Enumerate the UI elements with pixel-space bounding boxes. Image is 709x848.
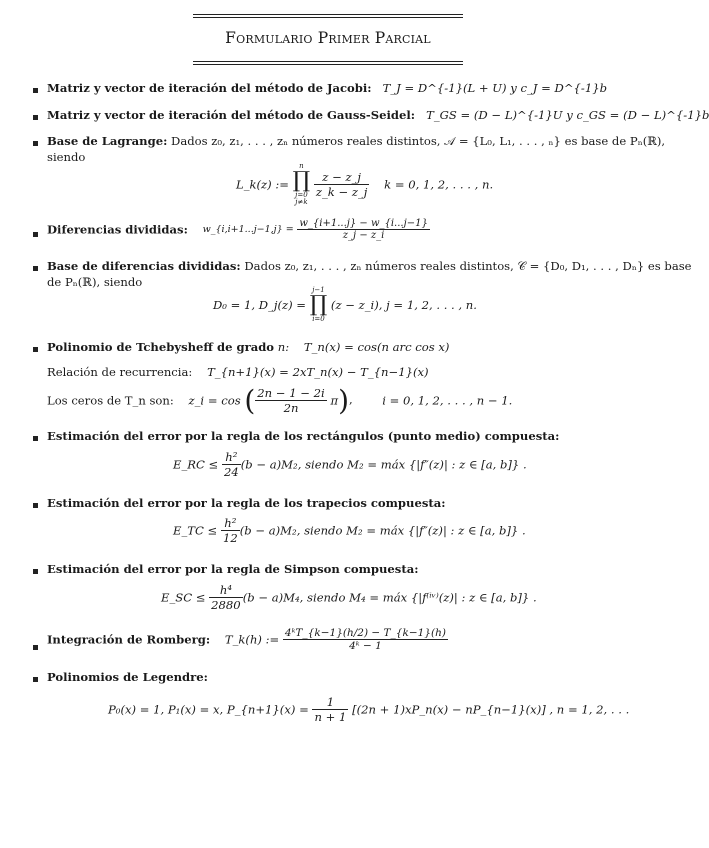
rect-frac-den: 24 (223, 465, 239, 479)
divided-diff-frac-den: z_j − z_i (297, 229, 429, 241)
lagrange-text-1: Dados z₀, z₁, . . . , zₙ números reales distintos, 𝒜 = {L₀, L₁, . . . , ₙ} es base de Pₙ(ℝ), (171, 134, 666, 148)
rect-rule-formula (173, 450, 527, 479)
divided-diff-fraction (297, 218, 429, 241)
title-top-rule (193, 14, 463, 15)
trap-rule-rhs: (b − a)M₂, siendo M₂ = máx {|f″(z)| : z ∈ [a, b]} . (239, 523, 526, 538)
legendre-frac-num: 1 (326, 695, 335, 709)
title-bottom-rule (193, 61, 463, 62)
trap-frac-den: 12 (222, 531, 238, 545)
lagrange-label: Base de Lagrange: (47, 134, 168, 148)
trap-rule-lhs: E_TC ≤ (173, 523, 218, 538)
legendre-frac-den: n + 1 (314, 710, 347, 724)
bullet-chebyshev (33, 347, 38, 352)
divided-diff-frac-num: w_{i+1...j} − w_{i...j−1} (299, 218, 428, 229)
zeros-fraction (255, 386, 326, 415)
legendre-rhs: [(2n + 1)xP_n(x) − nP_{n−1}(x)] , n = 1, 2, . . . (352, 702, 630, 717)
simpson-rule-label: Estimación del error por la regla de Simpson compuesta: (47, 562, 419, 576)
recurrence-label: Relación de recurrencia: (47, 365, 193, 379)
lagrange-item (47, 134, 665, 149)
simpson-rule-formula (161, 583, 537, 612)
gauss-seidel-formula: T_GS = (D − L)^{-1}U y c_GS = (D − L)^{-1}b (426, 108, 709, 122)
zeros-rhs: i = 0, 1, 2, . . . , n − 1. (382, 393, 513, 408)
dd-prod-lower: i=0 (312, 315, 325, 323)
prod-lower-2: j≠k (295, 198, 308, 206)
dd-prod-upper: j−1 (312, 286, 325, 294)
rect-rule-fraction (222, 450, 241, 479)
divided-diff-item (47, 218, 430, 241)
lagrange-fraction (314, 170, 370, 199)
product-operator (293, 163, 311, 206)
title-bottom-rule-2 (193, 64, 463, 65)
simpson-rule-fraction (209, 583, 243, 612)
legendre-fraction (312, 695, 348, 724)
romberg-frac-den: 4ᵏ − 1 (283, 639, 448, 652)
chebyshev-label-var: n: (277, 340, 290, 354)
lagrange-formula (236, 163, 493, 206)
lagrange-formula-rhs: k = 0, 1, 2, . . . , n. (384, 177, 494, 192)
bullet-lagrange (33, 141, 38, 146)
page-title: Formulario Primer Parcial (225, 29, 431, 47)
romberg-frac-num: 4ᵏT_{k−1}(h/2) − T_{k−1}(h) (284, 627, 446, 639)
legendre-label: Polinomios de Legendre: (47, 670, 208, 684)
bullet-gauss-seidel (33, 115, 38, 120)
chebyshev-zeros: Los ceros de T_n son: z_i = cos ( $\frac{2n - 1 - 2i}{2n}$ π), i = 0, 1, 2, . . . , n − 1. (47, 384, 513, 417)
trap-frac-num: h² (224, 516, 237, 530)
trap-rule-fraction (221, 516, 240, 545)
bullet-trap-rule (33, 503, 38, 508)
zeros-frac-den: 2n (255, 400, 326, 415)
dd-basis-label: Base de diferencias divididas: (47, 259, 241, 273)
lagrange-frac-den: z_k − z_j (315, 185, 368, 199)
dd-basis-text-2: de Pₙ(ℝ), siendo (47, 275, 143, 289)
bullet-rect-rule (33, 436, 38, 441)
recurrence-formula: T_{n+1}(x) = 2xT_n(x) − T_{n−1}(x) (207, 365, 429, 379)
dd-product-operator (310, 287, 328, 323)
zeros-lhs: z_i = cos (188, 393, 241, 408)
dd-basis-formula-lhs: D₀ = 1, D_j(z) = (213, 298, 307, 312)
chebyshev-recurrence (47, 365, 429, 379)
jacobi-item (47, 81, 607, 95)
rect-rule-rhs: (b − a)M₂, siendo M₂ = máx {|f″(z)| : z ∈ [a, b]} . (240, 457, 527, 472)
prod-upper: n (299, 162, 304, 170)
jacobi-formula: T_J = D^{-1}(L + U) y c_J = D^{-1}b (382, 81, 607, 95)
zeros-right-paren: ) (338, 384, 350, 417)
legendre-lhs: P₀(x) = 1, P₁(x) = x, P_{n+1}(x) = (108, 702, 309, 717)
lagrange-frac-num: z − z_j (322, 170, 361, 184)
rect-rule-lhs: E_RC ≤ (173, 457, 219, 472)
simpson-frac-den: 2880 (211, 598, 241, 612)
rect-rule-label: Estimación del error por la regla de los rectángulos (punto medio) compuesta: (47, 429, 560, 443)
bullet-simpson-rule (33, 569, 38, 574)
rect-frac-num: h² (225, 450, 238, 464)
gauss-seidel-label: Matriz y vector de iteración del método de Gauss-Seidel: (47, 108, 416, 122)
dd-basis-text-1: Dados z₀, z₁, . . . , zₙ números reales distintos, 𝒞 = {D₀, D₁, . . . , Dₙ} es base (244, 259, 692, 273)
divided-diff-lhs: w_{i,i+1...j−1,j} = (202, 224, 294, 235)
divided-diff-label: Diferencias divididas: (47, 222, 188, 237)
lagrange-formula-lhs: L_k(z) := (236, 177, 289, 192)
dd-product-symbol: ∏ (309, 292, 328, 317)
dd-basis-formula (213, 287, 477, 323)
dd-basis-item (47, 259, 692, 274)
title-top-rule-2 (193, 17, 463, 18)
bullet-romberg (33, 645, 38, 650)
trap-rule-label: Estimación del error por la regla de los trapecios compuesta: (47, 496, 446, 510)
zeros-label: Los ceros de T_n son: (47, 393, 174, 408)
romberg-label: Integración de Romberg: (47, 632, 211, 647)
dd-basis-formula-rhs: (z − z_i), j = 1, 2, . . . , n. (330, 298, 477, 312)
lagrange-text-2: siendo (47, 150, 86, 164)
simpson-rule-lhs: E_SC ≤ (161, 590, 206, 605)
bullet-dd-basis (33, 266, 38, 271)
bullet-legendre (33, 677, 38, 682)
simpson-frac-num: h⁴ (219, 583, 232, 597)
gauss-seidel-item (47, 108, 709, 122)
chebyshev-item (47, 340, 449, 354)
zeros-frac-num: 2n − 1 − 2i (257, 386, 325, 400)
trap-rule-formula (173, 516, 526, 545)
bullet-divided-diff (33, 232, 38, 237)
romberg-fraction (283, 627, 448, 652)
chebyshev-formula: T_n(x) = cos(n arc cos x) (303, 340, 450, 354)
zeros-left-paren: ( (244, 384, 256, 417)
bullet-jacobi (33, 88, 38, 93)
jacobi-label: Matriz y vector de iteración del método de Jacobi: (47, 81, 372, 95)
simpson-rule-rhs: (b − a)M₄, siendo M₄ = máx {|f⁽ⁱᵛ⁾(z)| : z ∈ [a, b]} . (242, 590, 537, 605)
product-symbol: ∏ (292, 168, 311, 193)
romberg-lhs: T_k(h) := (224, 632, 280, 647)
romberg-item (47, 627, 448, 652)
chebyshev-label: Polinomio de Tchebysheff de grado (47, 340, 275, 354)
prod-lower-1: j=0 (295, 191, 308, 199)
zeros-pi: π (330, 393, 339, 408)
legendre-formula (108, 695, 629, 724)
